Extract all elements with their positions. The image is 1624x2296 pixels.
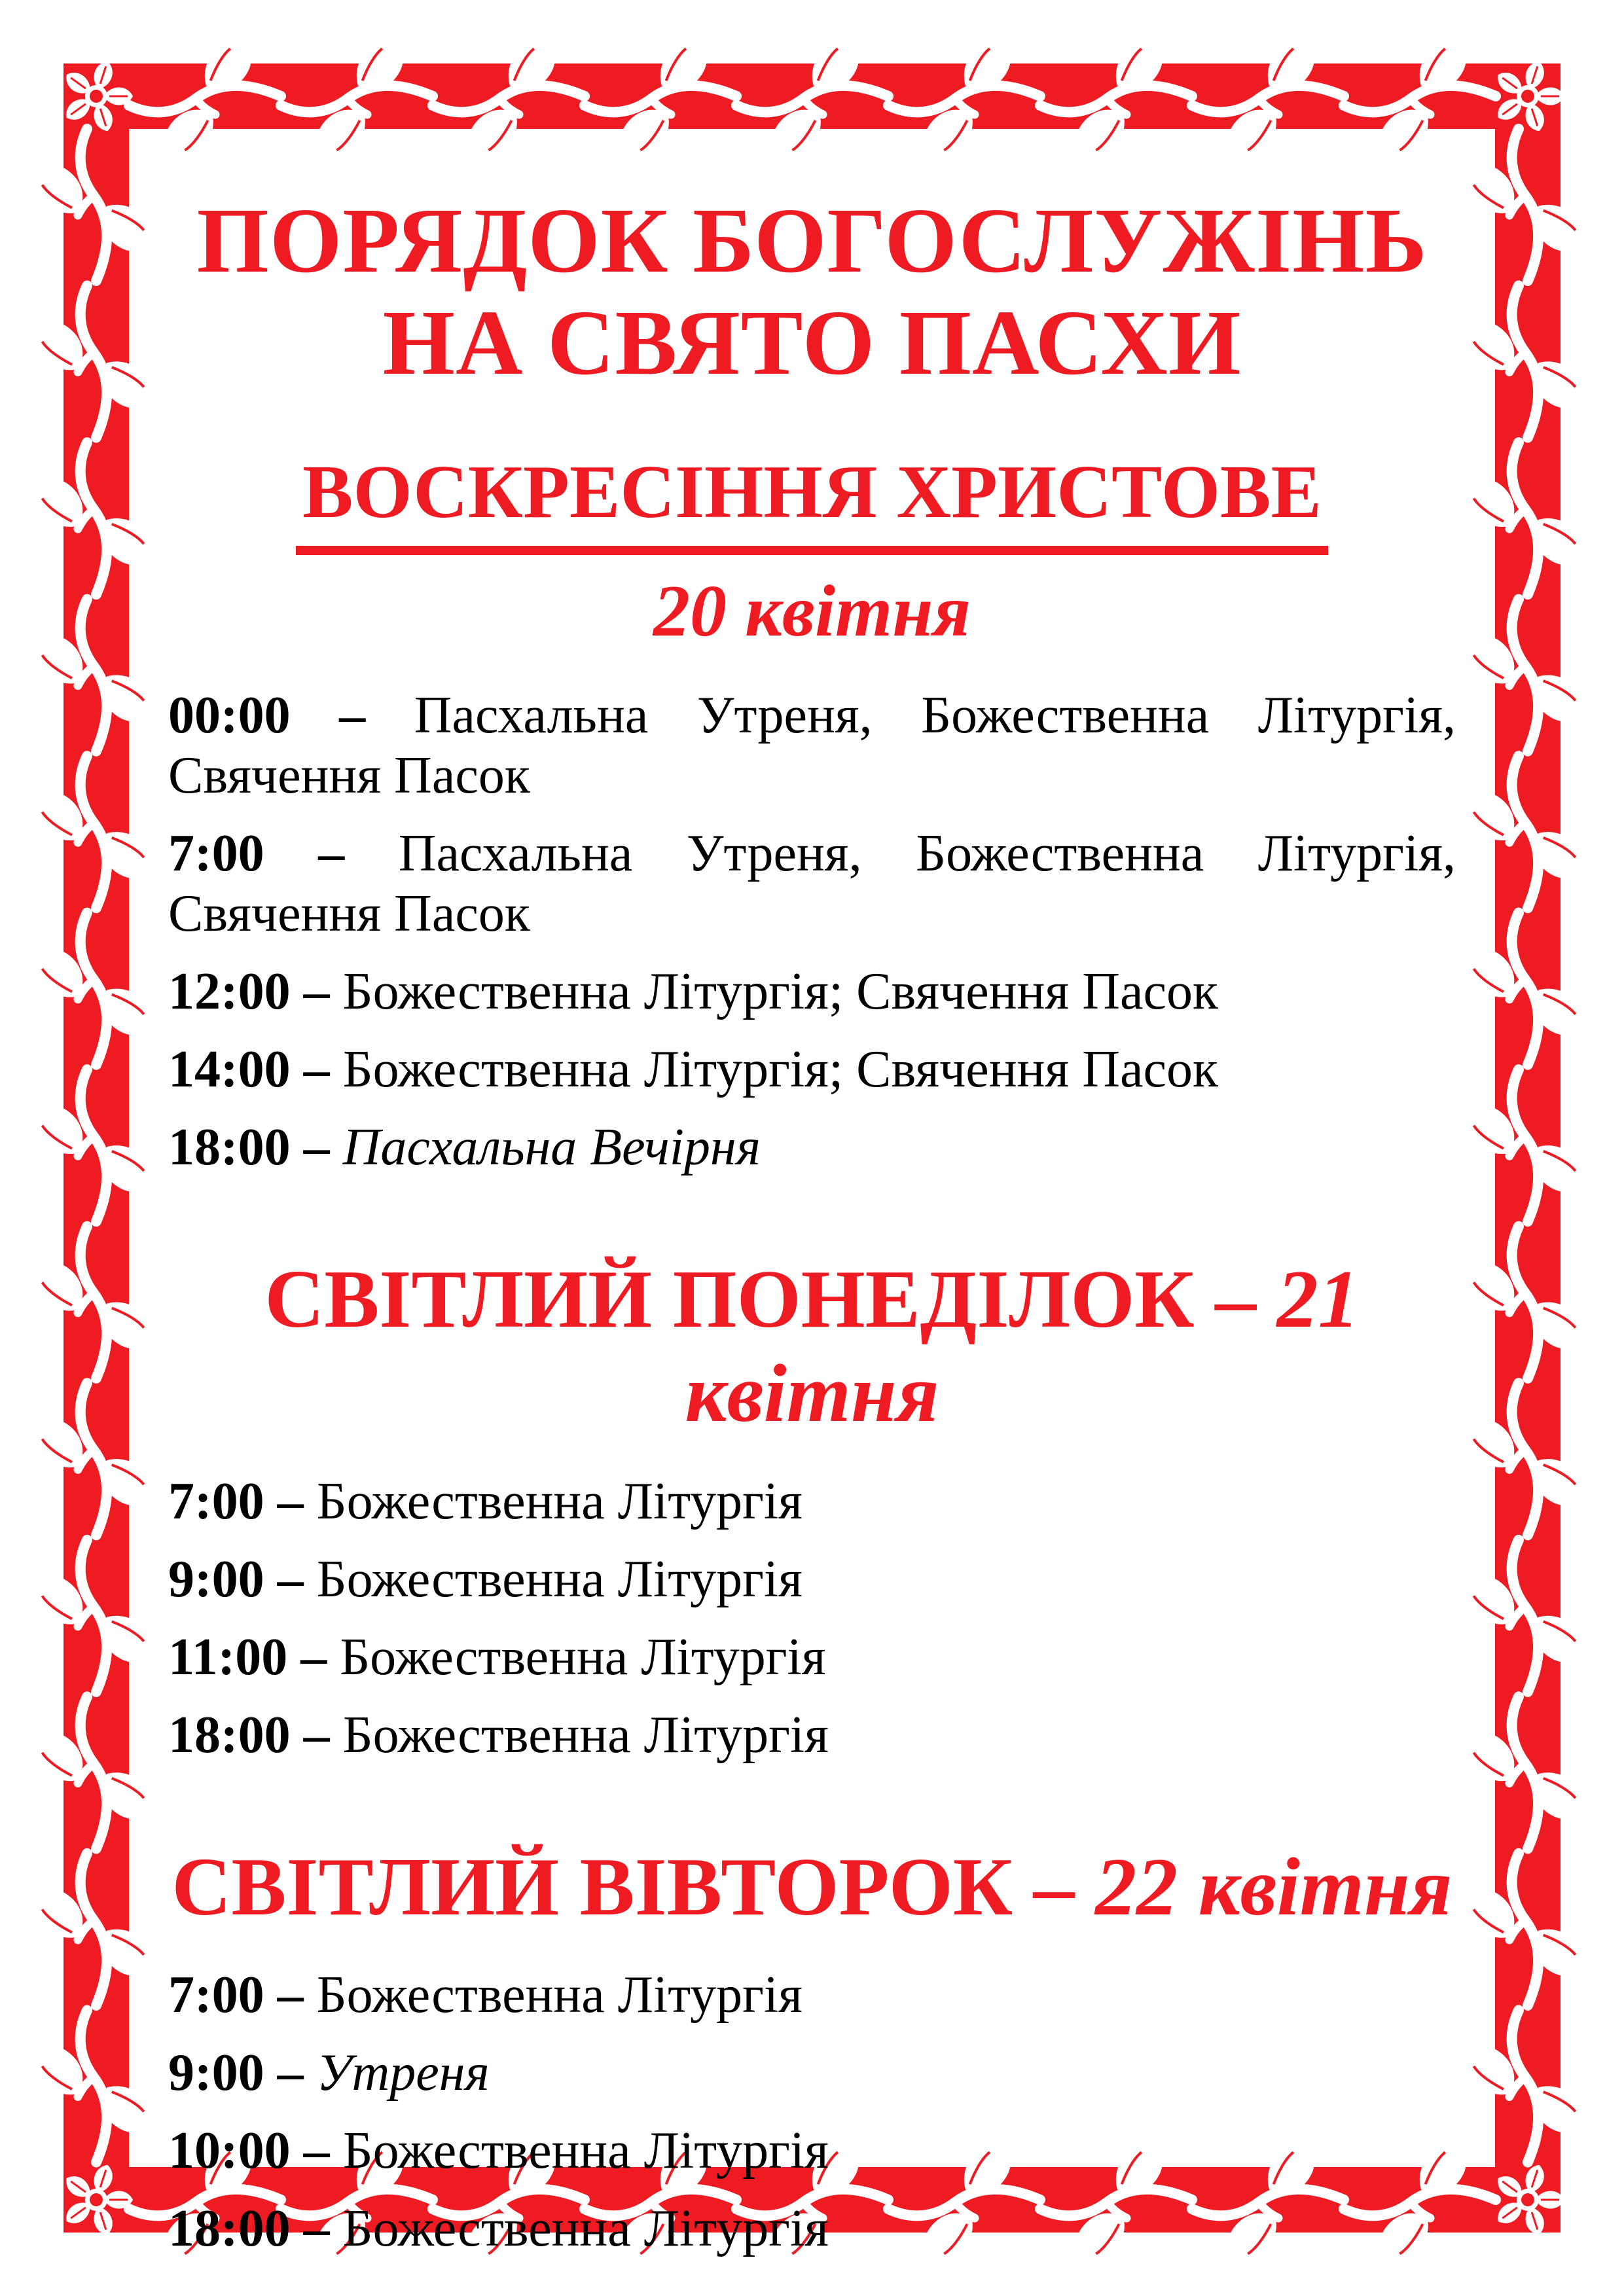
entry-text: Божественна Літургія: [342, 2122, 829, 2180]
page-title-line-2: НА СВЯТО ПАСХИ: [382, 291, 1242, 395]
entry-time: 14:00: [168, 1040, 291, 1098]
entry-text: Пасхальна Утреня, Божественна Літургія, Свячення Пасок: [168, 686, 1456, 804]
heading-dash: –: [1013, 1842, 1096, 1933]
entry-text: Божественна Літургія: [316, 1473, 803, 1531]
entry-text: Божественна Літургія: [342, 2200, 829, 2258]
section-date: 20 квітня: [653, 570, 971, 652]
section-heading-text: СВІТЛИЙ ПОНЕДІЛОК: [264, 1253, 1195, 1345]
schedule-entry: [168, 1039, 1456, 1100]
schedule-entry: [168, 1627, 1456, 1687]
entry-time: 7:00: [168, 1966, 264, 2024]
schedule-entries: [168, 1471, 1456, 1765]
entry-dash: –: [290, 2122, 343, 2180]
entry-time: 9:00: [168, 1551, 264, 1609]
entry-dash: –: [290, 686, 414, 744]
schedule-entry: [168, 1471, 1456, 1532]
schedule-entry: [168, 1965, 1456, 2025]
entry-dash: –: [264, 1473, 317, 1531]
entry-dash: –: [264, 824, 399, 882]
schedule-entry: [168, 2198, 1456, 2259]
section-heading-text: СВІТЛИЙ ВІВТОРОК: [171, 1842, 1013, 1933]
entry-time: 18:00: [168, 1118, 291, 1176]
entry-text: Божественна Літургія: [340, 1628, 826, 1687]
entry-time: 7:00: [168, 824, 264, 882]
entry-dash: –: [290, 962, 343, 1020]
entry-time: 00:00: [168, 686, 291, 744]
schedule-entry: [168, 2043, 1456, 2103]
entry-time: 12:00: [168, 962, 291, 1020]
section-heading: [168, 1840, 1456, 1935]
schedule-entry: [168, 1549, 1456, 1609]
heading-dash: –: [1194, 1253, 1277, 1345]
page-title-line-1: ПОРЯДОК БОГОСЛУЖІНЬ: [196, 188, 1428, 292]
schedule-entries: [168, 1965, 1456, 2259]
schedule-section: [168, 1840, 1456, 2259]
entry-dash: –: [264, 1966, 317, 2024]
entry-time: 11:00: [168, 1628, 288, 1687]
schedule-entries: [168, 685, 1456, 1177]
entry-text: Утреня: [316, 2044, 490, 2102]
entry-text: Божественна Літургія: [316, 1966, 803, 2024]
schedule-entry: [168, 961, 1456, 1022]
entry-dash: –: [264, 2044, 317, 2102]
schedule-entry: [168, 823, 1456, 944]
section-heading: [168, 449, 1456, 554]
entry-time: 9:00: [168, 2044, 264, 2102]
entry-text: Пасхальна Вечірня: [342, 1118, 761, 1176]
entry-text: Божественна Літургія; Свячення Пасок: [342, 1040, 1218, 1098]
schedule-entry: [168, 685, 1456, 806]
schedule-entry: [168, 1117, 1456, 1177]
section-heading-text: ВОСКРЕСІННЯ ХРИСТОВЕ: [296, 449, 1328, 554]
schedule-section: [168, 449, 1456, 1177]
entry-text: Божественна Літургія; Свячення Пасок: [342, 962, 1218, 1020]
section-heading: [168, 1253, 1456, 1443]
entry-time: 18:00: [168, 1706, 291, 1765]
entry-dash: –: [290, 2200, 343, 2258]
entry-dash: –: [290, 1040, 343, 1098]
section-date: 22 квітня: [1095, 1842, 1453, 1933]
entry-text: Божественна Літургія: [342, 1706, 829, 1765]
entry-dash: –: [287, 1628, 340, 1687]
schedule-sections: [168, 449, 1456, 2259]
entry-time: 18:00: [168, 2200, 291, 2258]
entry-time: 10:00: [168, 2122, 291, 2180]
schedule-entry: [168, 1705, 1456, 1765]
entry-dash: –: [290, 1118, 343, 1176]
schedule-section: [168, 1253, 1456, 1766]
entry-dash: –: [264, 1551, 317, 1609]
schedule-entry: [168, 2121, 1456, 2181]
page-title: [168, 189, 1456, 393]
entry-time: 7:00: [168, 1473, 264, 1531]
section-date: 21 квітня: [685, 1253, 1360, 1440]
poster-content: [129, 129, 1495, 2258]
entry-text: Пасхальна Утреня, Божественна Літургія, Свячення Пасок: [168, 824, 1456, 942]
entry-text: Божественна Літургія: [316, 1551, 803, 1609]
entry-dash: –: [290, 1706, 343, 1765]
